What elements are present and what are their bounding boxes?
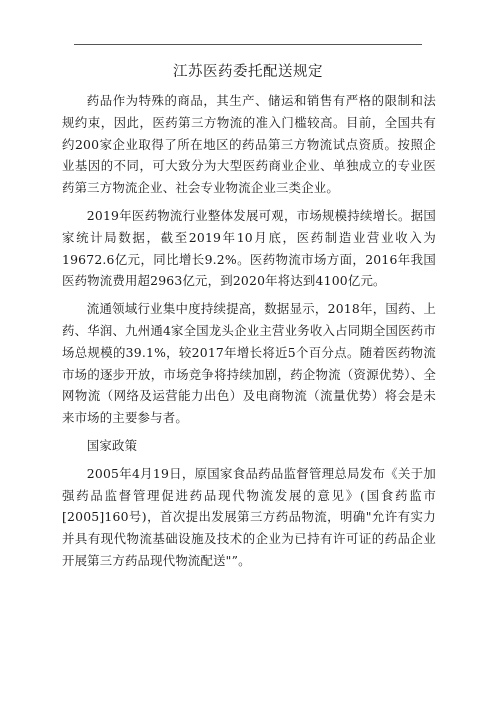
document-title: 江苏医药委托配送规定	[173, 64, 323, 80]
section-heading-national-policy: 国家政策	[86, 437, 138, 453]
paragraph-market-scale: 2019年医药物流行业整体发展可观，市场规模持续增长。据国家统计局数据，截至2019年10月底，医药制造业营业收入为19672.6亿元，同比增长9.2%。医药物流市场方面，2016年我国医药物流费用超2963亿元，到2020年将达到4100亿元。	[62, 207, 436, 289]
paragraph-industry-concentration: 流通领域行业集中度持续提高，数据显示，2018年，国药、上药、华润、九州通4家全国龙头企业主营业务收入占同期全国医药市场总规模的39.1%，较2017年增长将近5个百分点。随着医药物流市场的逐步开放，市场竞争将持续加剧，药企物流（资源优势）、全网物流（网络及运营能力出色）及电商物流（流量优势）将会是未来市场的主要参与者。	[62, 301, 436, 426]
paragraph-industry-overview: 药品作为特殊的商品，其生产、储运和销售有严格的限制和法规约束，因此，医药第三方物流的准入门槛较高。目前，全国共有约200家企业取得了所在地区的药品第三方物流试点资质。按照企业基因的不同，可大致分为大型医药商业企业、单独成立的专业医药第三方物流企业、社会专业物流企业三类企业。	[62, 93, 436, 196]
header-rule	[74, 44, 422, 45]
paragraph-policy-2005: 2005年4月19日，原国家食品药品监督管理总局发布《关于加强药品监督管理促进药品现代物流发展的意见》(国食药监市[2005]160号)，首次提出发展第三方药品物流，明确"允许有实力并具有现代物流基础设施及技术的企业为已持有许可证的药品企业开展第三方药品现代物流配送"”。	[62, 465, 436, 568]
document-body	[62, 90, 436, 578]
